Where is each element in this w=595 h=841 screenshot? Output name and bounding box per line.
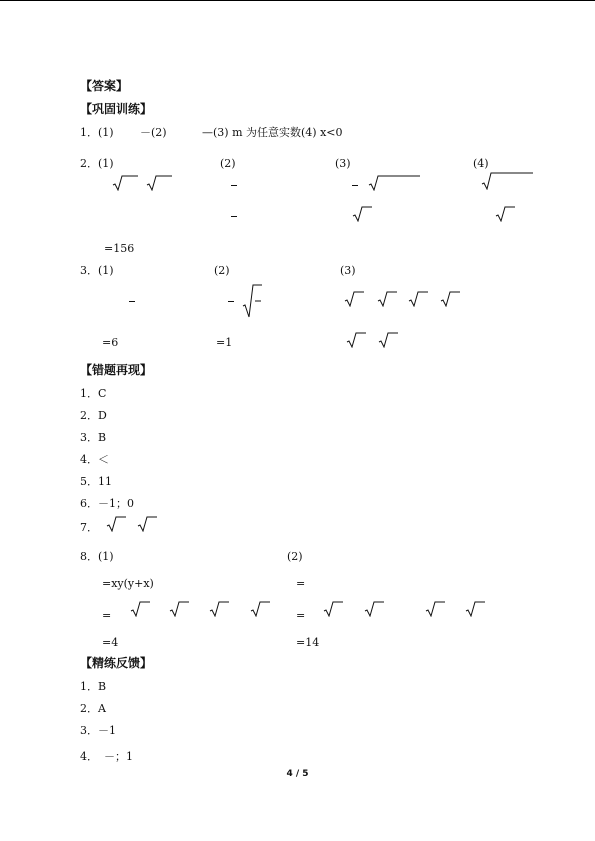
m8-line3b: =14 (296, 636, 320, 649)
c2-part2: (2) (220, 157, 236, 170)
sqrt-symbol (408, 291, 436, 307)
list-item: 2．D (80, 409, 107, 422)
c3-part3: (3) (340, 264, 356, 277)
m8-label: 8．(1) (80, 550, 114, 563)
c3-label: 3．(1) (80, 264, 114, 277)
list-item: 1．B (80, 680, 107, 693)
m8-line2b: = (296, 609, 306, 622)
list-item: 3．B (80, 431, 107, 444)
section-answer: 【答案】 (80, 79, 129, 93)
sqrt-symbol (465, 601, 493, 617)
sqrt-symbol (242, 284, 270, 318)
section-feedback: 【精练反馈】 (80, 656, 153, 670)
sqrt-symbol (495, 206, 523, 222)
list-item: 6．－1；0 (80, 497, 134, 510)
m8-part2: (2) (287, 550, 303, 563)
sqrt-symbol (481, 172, 535, 188)
sqrt-symbol (346, 332, 374, 348)
c1-part3: —(3) m 为任意实数(4) x<0 (202, 126, 343, 139)
c2-result: =156 (104, 242, 135, 255)
sqrt-symbol (378, 332, 406, 348)
sqrt-symbol (112, 175, 140, 191)
m8-line3a: =4 (102, 636, 119, 649)
sqrt-symbol (352, 206, 380, 222)
list-item: 2．A (80, 702, 106, 715)
list-item: 5．11 (80, 475, 112, 488)
m8-line1a: =xy(y+x) (102, 577, 154, 590)
sqrt-symbol (137, 516, 165, 532)
minus-sign (228, 301, 234, 302)
sqrt-symbol (146, 175, 174, 191)
sqrt-symbol (106, 516, 134, 532)
minus-sign (231, 216, 237, 217)
sqrt-symbol (130, 601, 158, 617)
top-rule (0, 0, 595, 1)
section-consolidate: 【巩固训练】 (80, 102, 153, 116)
minus-sign (231, 185, 237, 186)
sqrt-symbol (425, 601, 453, 617)
list-item: 4． (80, 750, 98, 763)
c3-result-2: =1 (216, 336, 233, 349)
sqrt-symbol (364, 601, 392, 617)
sqrt-symbol (377, 291, 405, 307)
m8-line1b: = (296, 577, 306, 590)
sqrt-symbol (323, 601, 351, 617)
c2-label: 2．(1) (80, 157, 114, 170)
c1-label: 1．(1) (80, 126, 114, 139)
list-item: 3．－1 (80, 724, 116, 737)
list-item: 7． (80, 521, 98, 534)
c3-part2: (2) (214, 264, 230, 277)
sqrt-symbol (368, 175, 422, 191)
c1-part2: －(2) (140, 126, 167, 139)
sqrt-symbol (250, 601, 278, 617)
minus-sign (352, 185, 358, 186)
sqrt-symbol (344, 291, 372, 307)
c2-part3: (3) (335, 157, 351, 170)
sqrt-symbol (209, 601, 237, 617)
list-item: 4．＜ (80, 453, 109, 466)
sqrt-symbol (169, 601, 197, 617)
fb4-rest: －；1 (104, 750, 133, 763)
list-item: 1．C (80, 387, 107, 400)
c2-part4: (4) (473, 157, 489, 170)
minus-sign (129, 301, 135, 302)
m8-line2a: = (102, 609, 112, 622)
c3-result-1: =6 (102, 336, 119, 349)
section-mistakes: 【错题再现】 (80, 363, 153, 377)
sqrt-symbol (440, 291, 468, 307)
page-number: 4 / 5 (286, 769, 309, 779)
